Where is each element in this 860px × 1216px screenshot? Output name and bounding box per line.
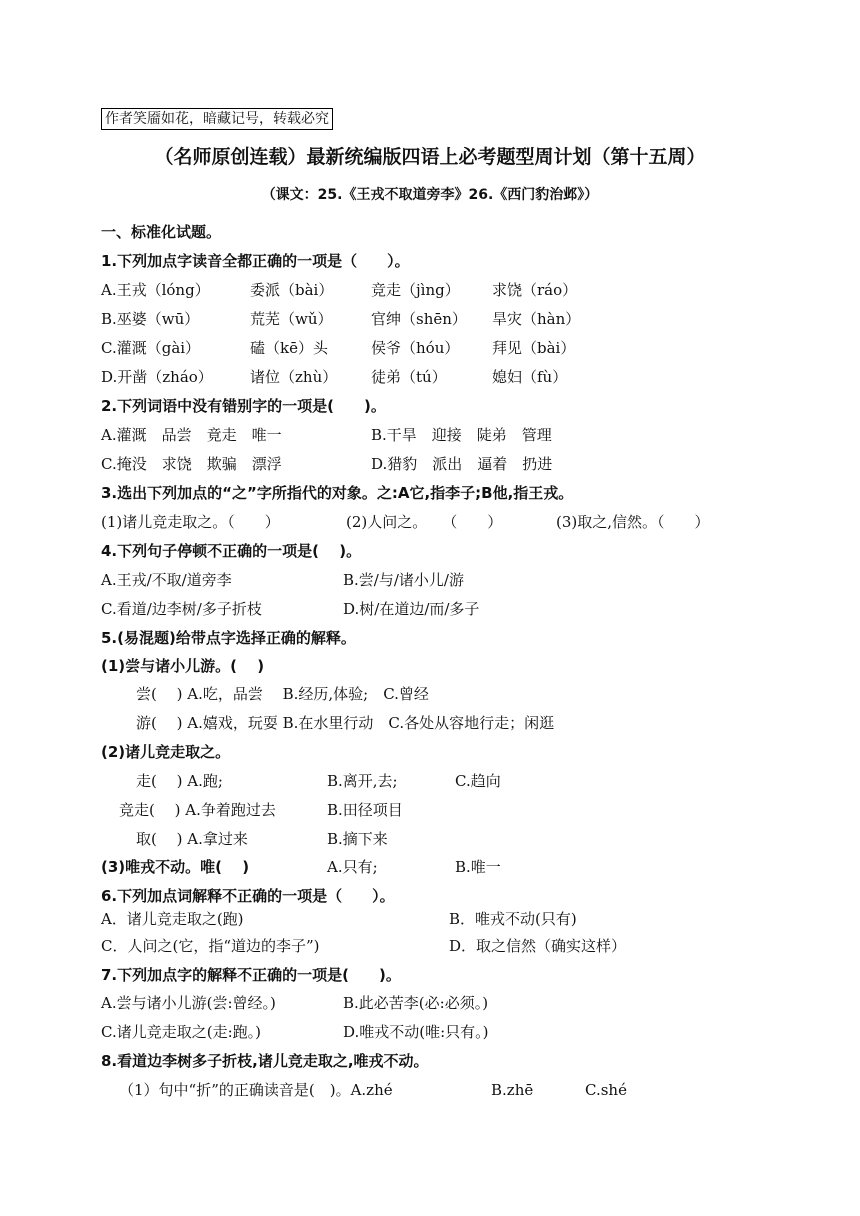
question-3-stem: 3.选出下列加点的“之”字所指代的对象。之:A它,指李子;B他,指王戎。 [101,484,574,502]
question-8-stem: 8.看道边李树多子折枝,诸儿竞走取之,唯戎不动。 [101,1052,429,1070]
q2-option-d: D.猎豹 派出 逼着 扔进 [371,455,553,473]
q2-option-c: C.掩没 求饶 欺骗 漂浮 [101,455,282,473]
q5-sub-1-line-1: 尝( ) A.吃，品尝 B.经历,体验; C.曾经 [136,685,429,703]
q5-sub-2-line-1-a: 走( ) A.跑; [136,772,223,790]
q1-option-c-2: 磕（kē）头 [250,339,328,357]
q1-option-b-3: 官绅（shēn） [371,310,467,328]
q8-sub-1: （1）句中“折”的正确读音是( )。A.zhé [119,1081,393,1099]
q2-option-a: A.灌溉 品尝 竟走 唯一 [101,426,282,444]
page-title: （名师原创连载）最新统编版四语上必考题型周计划（第十五周） [154,146,706,168]
q1-option-d-2: 诸位（zhù） [250,368,338,386]
q5-sub-1-line-2: 游( ) A.嬉戏，玩耍 B.在水里行动 C.各处从容地行走；闲逛 [136,714,555,732]
q7-option-b: B.此必苦李(必:必须。) [343,994,489,1012]
q1-option-c-3: 侯爷（hóu） [371,339,460,357]
question-2-stem: 2.下列词语中没有错别字的一项是( )。 [101,397,386,415]
q5-sub-2-line-2-a: 竞走( ) A.争着跑过去 [119,801,276,819]
q1-option-a-1: A.王戎（lóng） [101,281,210,299]
q5-sub-2-line-2-b: B.田径项目 [327,801,403,819]
q6-option-a: A．诸儿竞走取之(跑) [101,910,244,928]
q4-option-d: D.树/在道边/而/多子 [343,600,480,618]
question-4-stem: 4.下列句子停顿不正确的一项是( )。 [101,542,362,560]
question-7-stem: 7.下列加点字的解释不正确的一项是( )。 [101,966,401,984]
q5-sub-2-line-1-b: B.离开,去; [327,772,398,790]
q5-sub-2-line-3-a: 取( ) A.拿过来 [136,830,248,848]
q6-option-c: C．人问之(它，指“道边的李子”) [101,937,320,955]
q5-sub-3: (3)唯戎不动。唯( ) [101,858,250,876]
q6-option-d: D．取之信然（确实这样） [449,937,627,955]
q1-option-d-3: 徒弟（tú） [371,368,447,386]
question-1-stem: 1.下列加点字读音全都正确的一项是（ ）。 [101,252,410,270]
q5-sub-1: (1)尝与诸小儿游。( ) [101,657,265,675]
copyright-notice: 作者笑靥如花，暗藏记号，转载必究 [101,108,333,130]
q3-item-2: (2)人问之。 （ ） [346,513,503,531]
q1-option-a-4: 求饶（ráo） [492,281,578,299]
q5-sub-2-line-3-b: B.摘下来 [327,830,388,848]
q1-option-c-1: C.灌溉（gài） [101,339,201,357]
q5-sub-2-line-1-c: C.趋向 [455,772,501,790]
q1-option-d-4: 媳妇（fù） [492,368,568,386]
q1-option-b-2: 荒芜（wǔ） [250,310,333,328]
q1-option-a-3: 竞走（jìng） [371,281,460,299]
question-6-stem: 6.下列加点词解释不正确的一项是（ ）。 [101,887,395,905]
q3-item-3: (3)取之,信然。（ ） [556,513,710,531]
q7-option-c: C.诸儿竞走取之(走:跑。) [101,1023,261,1041]
q1-option-b-1: B.巫婆（wū） [101,310,200,328]
q5-sub-3-option-a: A.只有; [327,858,378,876]
q3-item-1: (1)诸儿竞走取之。（ ） [101,513,280,531]
q2-option-b: B.干旱 迎接 陡弟 管理 [371,426,552,444]
question-5-stem: 5.(易混题)给带点字选择正确的解释。 [101,629,356,647]
q1-option-c-4: 拜见（bài） [492,339,576,357]
q1-option-a-2: 委派（bài） [250,281,334,299]
q7-option-d: D.唯戎不动(唯:只有。) [343,1023,489,1041]
q7-option-a: A.尝与诸小儿游(尝:曾经。) [101,994,276,1012]
q4-option-c: C.看道/边李树/多子折枝 [101,600,262,618]
q8-sub-1-option-b: B.zhē [491,1081,534,1099]
q4-option-b: B.尝/与/诸小儿/游 [343,571,464,589]
q5-sub-3-option-b: B.唯一 [455,858,501,876]
q8-sub-1-option-c: C.shé [585,1081,627,1099]
q4-option-a: A.王戎/不取/道旁李 [101,571,232,589]
q1-option-b-4: 旱灾（hàn） [492,310,581,328]
q5-sub-2: (2)诸儿竞走取之。 [101,743,231,761]
page-subtitle: （课文：25.《王戎不取道旁李》26.《西门豹治邺》） [261,187,599,203]
q1-option-d-1: D.开凿（zháo） [101,368,213,386]
section-heading: 一、标准化试题。 [101,223,222,241]
q6-option-b: B．唯戎不动(只有) [449,910,577,928]
